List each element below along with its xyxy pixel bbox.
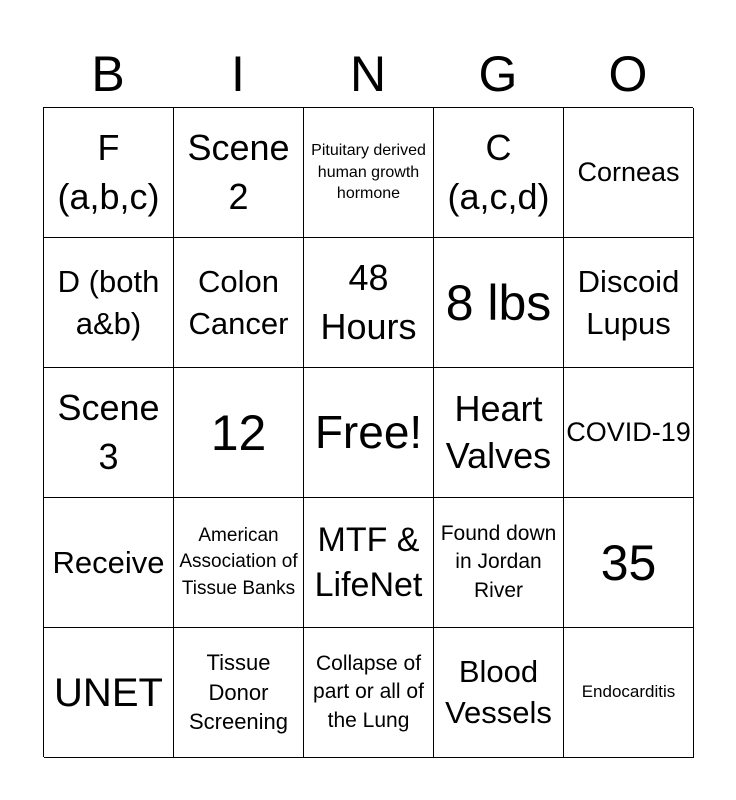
bingo-cell[interactable] bbox=[434, 498, 564, 628]
bingo-cell[interactable] bbox=[174, 498, 304, 628]
bingo-cell-text: Collapse of part or all of the Lung bbox=[313, 651, 424, 732]
bingo-cell[interactable] bbox=[564, 498, 694, 628]
bingo-cell-text: Pituitary derived human growth hormone bbox=[311, 142, 426, 203]
bingo-cell-text: D (both a&b) bbox=[57, 263, 160, 341]
header-letter-o: O bbox=[608, 46, 648, 102]
bingo-cell[interactable] bbox=[304, 628, 434, 758]
bingo-cell-text: Free! bbox=[314, 405, 423, 458]
bingo-cell-text: Scene 3 bbox=[57, 386, 160, 477]
bingo-cell-text: MTF & LifeNet bbox=[314, 521, 423, 604]
bingo-cell[interactable] bbox=[44, 108, 174, 238]
bingo-cell-text: UNET bbox=[54, 670, 163, 715]
bingo-cell[interactable] bbox=[44, 238, 174, 368]
header-letter-i: I bbox=[231, 46, 245, 102]
bingo-cell[interactable] bbox=[434, 368, 564, 498]
bingo-cell-text: COVID-19 bbox=[566, 417, 691, 448]
bingo-free-cell[interactable] bbox=[304, 368, 434, 498]
bingo-cell-text: Corneas bbox=[577, 157, 680, 188]
bingo-cell[interactable] bbox=[174, 628, 304, 758]
bingo-cell[interactable] bbox=[174, 238, 304, 368]
bingo-cell[interactable] bbox=[174, 368, 304, 498]
bingo-cell[interactable] bbox=[174, 108, 304, 238]
bingo-cell[interactable] bbox=[44, 498, 174, 628]
bingo-header bbox=[43, 42, 693, 106]
bingo-cell[interactable] bbox=[304, 108, 434, 238]
bingo-cell[interactable] bbox=[44, 628, 174, 758]
bingo-cell-text: Receive bbox=[52, 544, 165, 580]
bingo-cell-text: Discoid Lupus bbox=[577, 263, 680, 341]
bingo-cell-text: 48 Hours bbox=[320, 256, 417, 347]
bingo-cell-text: F (a,b,c) bbox=[57, 126, 160, 217]
bingo-cell-text: 8 lbs bbox=[445, 274, 552, 331]
bingo-cell-text: Tissue Donor Screening bbox=[188, 649, 289, 735]
bingo-cell[interactable] bbox=[564, 108, 694, 238]
header-letter-n: N bbox=[349, 46, 387, 102]
bingo-cell[interactable] bbox=[564, 628, 694, 758]
bingo-cell[interactable] bbox=[304, 238, 434, 368]
bingo-card-grid bbox=[43, 107, 693, 757]
bingo-cell-text: Heart Valves bbox=[445, 387, 552, 476]
bingo-cell[interactable] bbox=[44, 368, 174, 498]
header-letter-b: B bbox=[91, 46, 125, 102]
bingo-cell[interactable] bbox=[304, 498, 434, 628]
bingo-cell-text: C (a,c,d) bbox=[447, 126, 550, 217]
bingo-cell[interactable] bbox=[564, 368, 694, 498]
bingo-cell-text: Blood Vessels bbox=[445, 654, 552, 730]
bingo-cell-text: American Association of Tissue Banks bbox=[179, 524, 298, 599]
bingo-cell[interactable] bbox=[434, 628, 564, 758]
bingo-cell-text: 12 bbox=[210, 404, 267, 461]
bingo-cell-text: Scene 2 bbox=[187, 126, 290, 217]
header-letter-g: G bbox=[478, 46, 518, 102]
bingo-cell-text: Found down in Jordan River bbox=[440, 521, 557, 602]
bingo-cell-text: Colon Cancer bbox=[188, 263, 289, 341]
bingo-cell[interactable] bbox=[564, 238, 694, 368]
bingo-cell[interactable] bbox=[434, 108, 564, 238]
bingo-cell-text: 35 bbox=[600, 534, 657, 591]
bingo-cell-text: Endocarditis bbox=[581, 682, 676, 702]
bingo-cell[interactable] bbox=[434, 238, 564, 368]
